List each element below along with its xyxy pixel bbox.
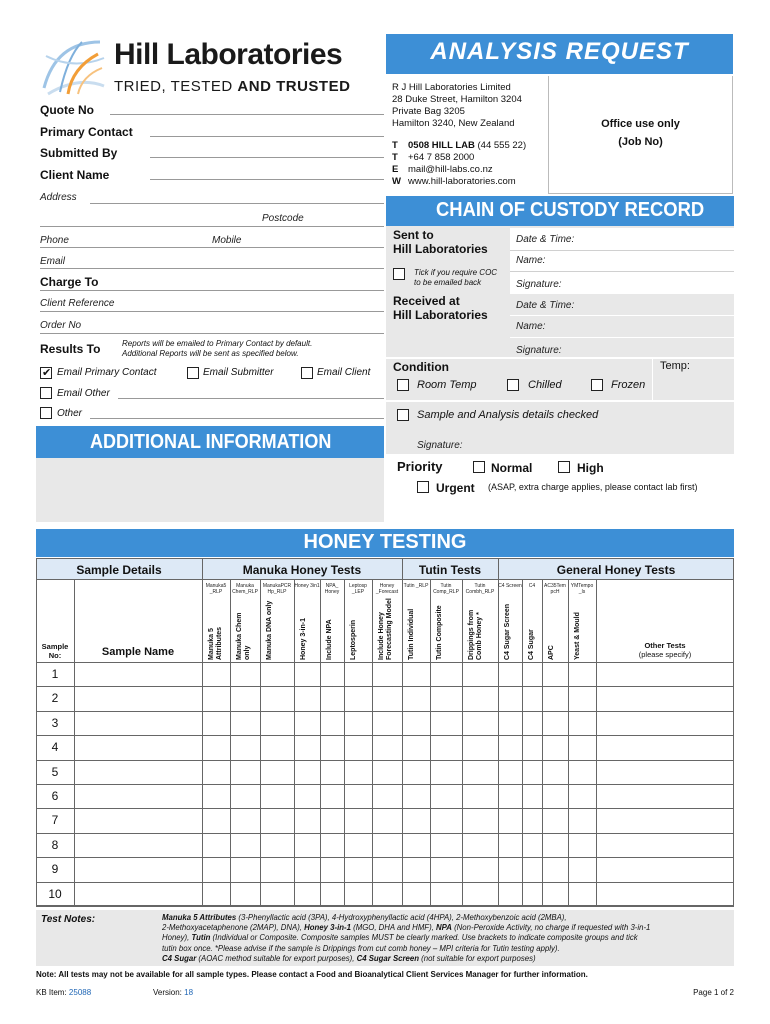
honey-testing-title: HONEY TESTING [303,531,467,553]
test-code-label: NPA_ Honey [324,583,340,595]
test-column-header: Include NPA [326,619,333,660]
test-column-header: Tutin Individual [408,608,415,660]
sent-date-time-label: Date & Time: [516,234,575,245]
email-primary-label: Email Primary Contact [57,367,157,378]
sample-name-cell[interactable] [75,834,201,856]
test-code-label: Honey _Forecast [375,583,399,595]
sent-to-label: Sent to Hill Laboratories [393,228,488,256]
footer-note: Note: All tests may not be available for all sample types. Please contact a Food and Bioanalytical Client Services Manager for further information. [36,970,588,979]
checked-signature-label: Signature: [417,440,463,451]
results-to-label: Results To [40,342,101,356]
email-field[interactable] [40,268,384,269]
test-column-header: Tutin Composite [436,605,443,660]
test-column-header: Yeast & Mould [574,612,581,660]
lab-contact: T 0508 HILL LAB (44 555 22) T +64 7 858 2000 E mail@hill-labs.co.nz W www.hill-laboratories.com [392,140,527,187]
email-submitter-checkbox[interactable] [187,367,199,379]
submitted-by-field[interactable] [150,157,384,158]
test-column-header: Manuka 5 Attributes [208,626,223,660]
sample-row-number: 10 [48,886,62,901]
address-field[interactable] [90,203,384,204]
coc-note: Tick if you require COC to be emailed back [414,268,498,287]
sample-row-number: 2 [51,691,59,706]
test-code-label: Manuka Chem_RLP [232,583,258,595]
frozen-label: Frozen [611,379,646,391]
test-code-label: C4 [528,583,536,589]
brand-tagline-light: TRIED, TESTED [114,78,238,95]
address-label: Address [40,192,77,203]
client-name-label: Client Name [40,168,110,182]
logo [38,36,378,98]
sample-row-number: 7 [51,813,59,828]
test-column-header: Honey 3-in-1 [300,617,307,660]
sample-row-number: 3 [51,715,59,730]
test-notes-label: Test Notes: [41,914,96,925]
priority-high-checkbox[interactable] [558,461,570,473]
email-other-label: Email Other [57,388,110,399]
email-client-label: Email Client [317,367,371,378]
primary-contact-label: Primary Contact [40,125,133,139]
mobile-label: Mobile [212,235,242,246]
sample-row-number: 8 [51,837,59,852]
frozen-checkbox[interactable] [591,379,603,391]
sample-name-cell[interactable] [75,761,201,783]
email-client-checkbox[interactable] [301,367,313,379]
sample-name-cell[interactable] [75,736,201,758]
test-column-header: Drippings from Comb Honey * [468,609,483,660]
other-field[interactable] [90,418,384,419]
sample-name-cell[interactable] [75,785,201,807]
header-divider [202,558,203,580]
lab-email-link[interactable]: mail@hill-labs.co.nz [408,164,493,175]
sample-row-number: 5 [51,764,59,779]
submitted-by-label: Submitted By [40,146,118,160]
tutin-tests-header: Tutin Tests [418,563,482,577]
room-temp-label: Room Temp [417,379,477,391]
header-divider [402,558,403,580]
test-code-label: Tutin Comp_RLP [433,583,459,595]
lab-website-link[interactable]: www.hill-laboratories.com [408,176,516,187]
priority-normal-label: Normal [491,461,533,475]
condition-label: Condition [393,360,449,374]
address-field-2[interactable] [40,226,384,227]
received-date-time-label: Date & Time: [516,300,575,311]
test-code-label: Honey 3in1 [294,583,320,589]
sent-name-label: Name: [516,255,546,266]
priority-normal-checkbox[interactable] [473,461,485,473]
general-tests-header: General Honey Tests [556,563,676,577]
manuka-tests-header: Manuka Honey Tests [242,563,362,577]
client-reference-field[interactable] [40,311,384,312]
charge-to-field[interactable] [40,290,384,291]
test-code-label: Manuka5 _RLP [205,583,227,595]
test-column-header: APC [548,645,555,660]
priority-urgent-checkbox[interactable] [417,481,429,493]
sample-row-number: 9 [51,862,59,877]
sample-no-header: Sample No: [41,642,69,660]
test-column-header: Include Honey Forecasting Model [378,598,393,660]
postcode-label: Postcode [262,213,304,224]
email-other-checkbox[interactable] [40,387,52,399]
chain-title: CHAIN OF CUSTODY RECORD [436,199,705,221]
other-checkbox[interactable] [40,407,52,419]
other-label: Other [57,408,83,419]
order-no-label: Order No [40,320,82,331]
results-note: Reports will be emailed to Primary Contact by default. Additional Reports will be sent as specified below. [122,339,313,358]
email-other-field[interactable] [118,398,384,399]
sample-name-cell[interactable] [75,663,201,685]
header-divider [498,558,499,580]
email-submitter-label: Email Submitter [203,367,274,378]
version: Version: 18 [153,988,194,997]
kb-item: KB Item: 25088 [36,988,92,997]
test-column-header: Manuka Chem only [236,612,251,660]
lab-address: R J Hill Laboratories Limited 28 Duke Street, Hamilton 3204 Private Bag 3205 Hamilton 3240, New Zealand [392,82,522,129]
brand-tagline-bold: AND TRUSTED [237,78,351,95]
priority-label: Priority [397,459,443,474]
coc-email-checkbox[interactable] [393,268,405,280]
priority-urgent-label: Urgent [436,481,475,495]
additional-info-title: ADDITIONAL INFORMATION [90,431,332,453]
test-code-label: ManukaPCR Hp_RLP [262,583,292,595]
logo-swoosh-icon [38,36,108,98]
charge-to-label: Charge To [40,275,99,289]
test-code-label: YMTempo _ls [570,583,594,595]
client-name-field[interactable] [150,179,384,180]
test-notes-text: Manuka 5 Attributes (3-Phenyllactic acid (3PA), 4-Hydroxyphenyllactic acid (4HPA), 2-Methoxybenzoic acid (2MBA), 2-Methoxyacetaphenone (2MAP), DNA), Honey 3-in-1 (MGO, DHA and HMF), NPA (Non-Peroxide Activity, no charge if requested with 3-in-1 Honey), Tutin (Individual or Composite. Composite samples MUST be clearly marked. Use brackets to indicate composite groups and tick tutin box once. *Please advise if the sample is Drippings from cut comb honey – MPI criteria for Tutin testing apply). C4 Sugar (AOAC method suitable for export purposes), C4 Sugar Screen (not suitable for export purposes) [162,913,651,963]
received-signature-label: Signature: [516,345,562,356]
sample-name-header: Sample Name [101,646,175,658]
test-code-label: Leptosp _LEP [349,583,367,595]
brand-name: Hill Laboratories [114,38,343,71]
received-name-label: Name: [516,321,546,332]
client-reference-label: Client Reference [40,298,115,309]
chilled-label: Chilled [528,379,562,391]
email-primary-checkbox[interactable]: ✔ [42,367,52,379]
sample-name-cell[interactable] [75,883,201,905]
quote-no-field[interactable] [110,114,384,115]
test-column-header: C4 Sugar Screen [504,603,511,660]
temp-label: Temp: [660,360,690,372]
test-code-label: C4 Screen [498,583,522,589]
sample-details-header: Sample Details [76,563,162,577]
sample-name-cell[interactable] [75,687,201,709]
sample-name-cell[interactable] [75,858,201,880]
test-code-label: AC35Tem pcH [544,583,566,595]
email-label: Email [40,256,66,267]
received-label: Received at Hill Laboratories [393,294,488,322]
phone-label: Phone [40,235,69,246]
quote-no-label: Quote No [40,103,94,117]
page-title: ANALYSIS REQUEST [430,38,689,65]
test-code-label: Tutin _RLP [403,583,429,589]
test-column-header: Manuka DNA only [266,600,273,660]
row-divider [36,906,734,907]
primary-contact-field[interactable] [150,136,384,137]
other-tests-header: Other Tests [644,641,686,650]
other-tests-subheader: (please specify) [638,650,692,659]
test-column-header: Leptosperin [350,619,357,660]
phone-field[interactable] [40,247,384,248]
test-code-label: Tutin Combh_RLP [465,583,495,595]
order-no-field[interactable] [40,333,384,334]
chilled-checkbox[interactable] [507,379,519,391]
room-temp-checkbox[interactable] [397,379,409,391]
sent-signature-label: Signature: [516,279,562,290]
sample-row-number: 6 [51,789,59,803]
priority-high-label: High [577,461,604,475]
page-number: Page 1 of 2 [693,988,734,997]
sample-name-cell[interactable] [75,809,201,831]
details-checked-label: Sample and Analysis details checked [417,409,599,421]
test-column-header: C4 Sugar [528,629,535,660]
sample-row-number: 1 [51,667,59,681]
sample-row-number: 4 [51,740,59,755]
priority-urgent-note: (ASAP, extra charge applies, please contact lab first) [488,482,698,492]
details-checked-checkbox[interactable] [397,409,409,421]
office-use-box[interactable]: Office use only (Job No) [548,76,733,194]
sample-name-cell[interactable] [75,712,201,734]
